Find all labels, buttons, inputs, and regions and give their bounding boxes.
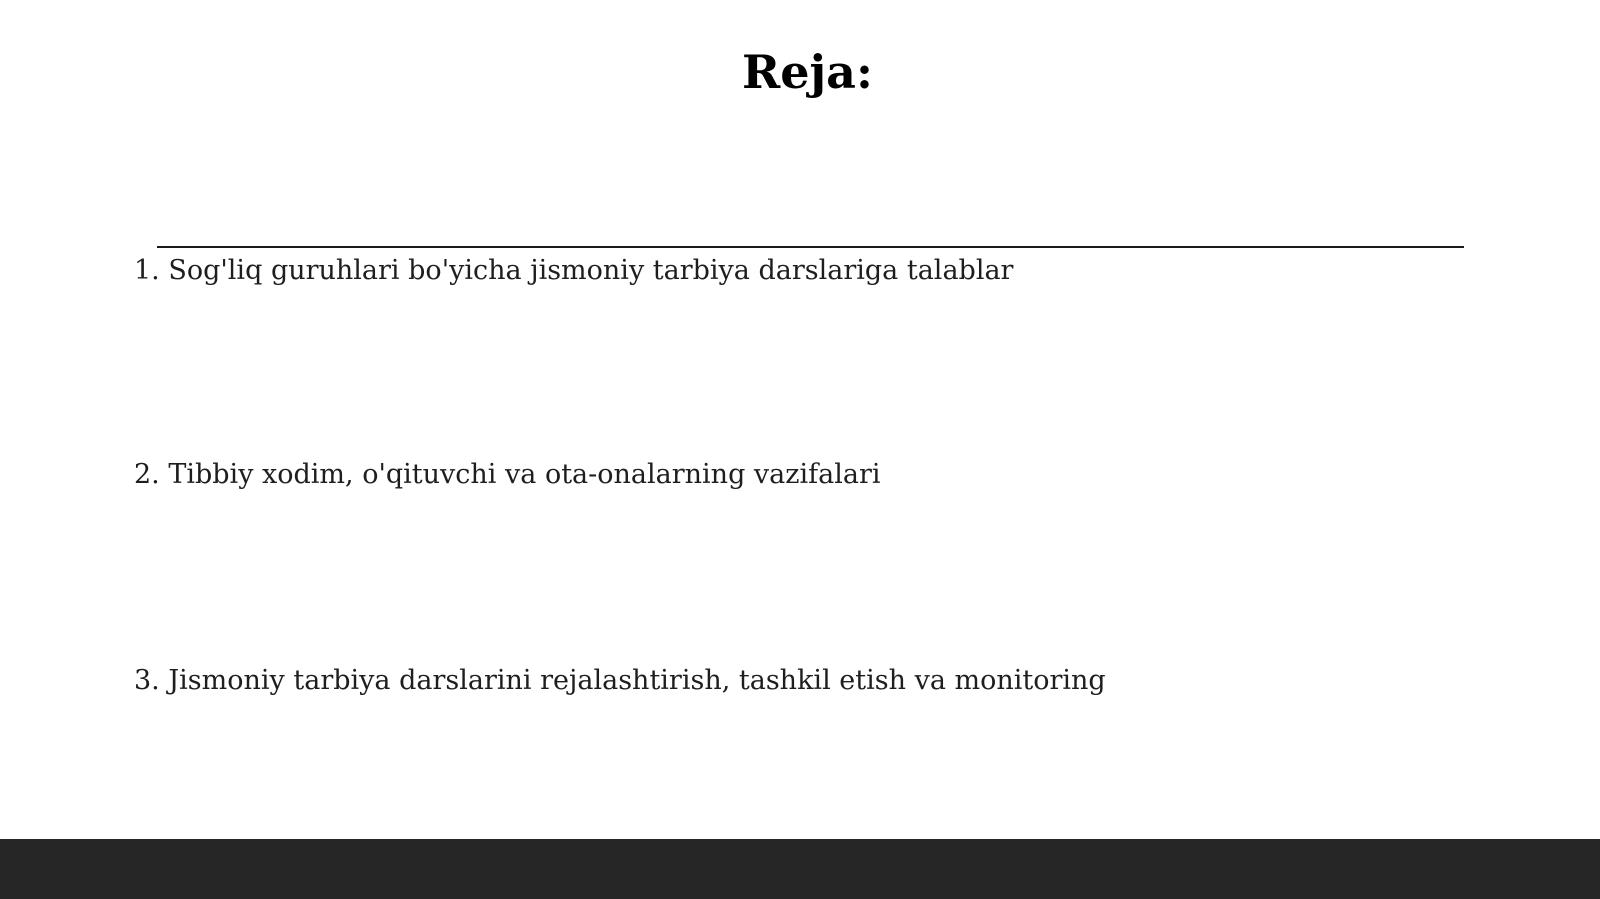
footer-bar [0, 839, 1600, 899]
plan-item-1: 1. Sog'liq guruhlari bo'yicha jismoniy tarbiya darslariga talablar [134, 255, 1014, 286]
slide-title: Reja: [742, 45, 873, 99]
plan-item-2: 2. Tibbiy xodim, o'qituvchi va ota-onalarning vazifalari [134, 459, 881, 490]
plan-item-3: 3. Jismoniy tarbiya darslarini rejalashtirish, tashkil etish va monitoring [134, 665, 1106, 696]
